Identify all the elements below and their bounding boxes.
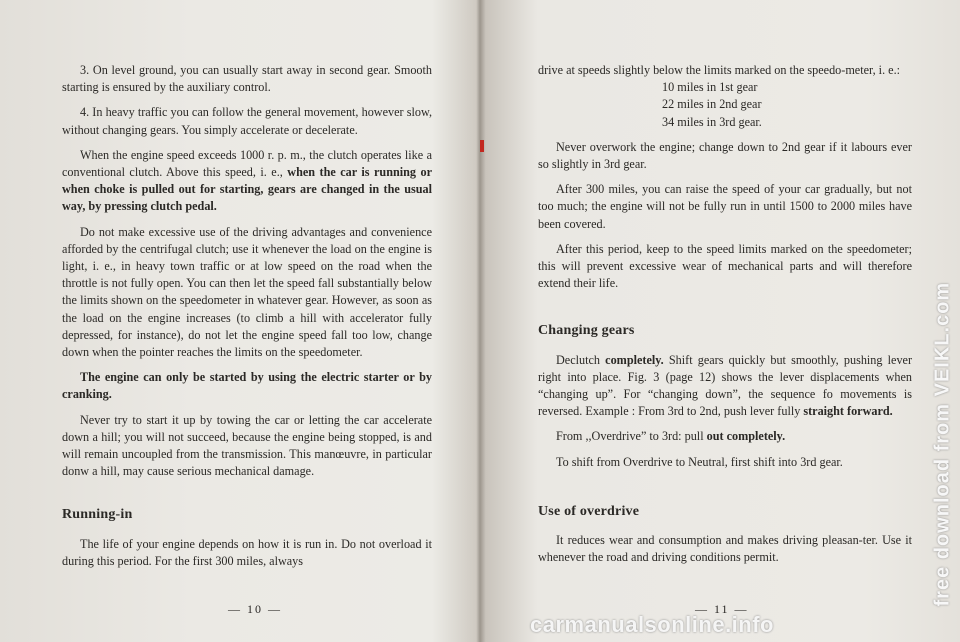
- declutch-rest-text: Shift gears quickly but smoothly, pushing lever right into place. Fig. 3 (page 12) shows the lever displacements when “changing up”. For “changing down”, the sequence fo movements is reversed. Example : From 3rd to 2nd, push lever fully: [538, 352, 913, 419]
- paragraph-speed-limits: drive at speeds slightly below the limits marked on the speedo-meter, i. e.:: [538, 63, 901, 77]
- paragraph-overdrive-to-3rd: [538, 428, 912, 445]
- clutch-bold-text: when the car is running or when choke is pulled out for starting, gears are changed in the usual way, by pressing clutch pedal.: [62, 165, 433, 214]
- paragraph-running-in: The life of your engine depends on how it is run in. Do not overload it during this period. For the first 300 miles, always: [62, 536, 432, 568]
- paragraph-heavy-traffic: 4. In heavy traffic you can follow the general movement, however slow, without changing gears. You simply accelerate or decelerate.: [62, 105, 432, 137]
- paragraph-towing: Never try to start it up by towing the car or letting the car accelerate down a hill; you will not succeed, because the engine being stopped, is and will remain uncoupled from the transmission. This manœuvre, in particular donw a hill, may cause serious mechanical damage.: [62, 412, 432, 479]
- paragraph-300-miles: After 300 miles, you can raise the speed of your car gradually, but not too much; the engine will not be fully run in until 1500 to 2000 miles have been covered.: [538, 182, 912, 231]
- straight-forward-bold-text: straight forward.: [803, 404, 893, 419]
- right-page: [480, 0, 960, 642]
- overdrive-bold-text: out completely.: [706, 429, 786, 444]
- changing-gears-heading: Changing gears: [538, 323, 635, 339]
- speed-item: 22 miles in 2nd gear: [662, 97, 762, 112]
- paragraph-declutch: [538, 352, 912, 421]
- paragraph-overwork: Never overwork the engine; change down to 2nd gear if it labours ever so slightly in 3rd gear.: [538, 139, 912, 172]
- paragraph-excessive-use: Do not make excessive use of the driving advantages and convenience afforded by the centrifugal clutch; use it whenever the load on the engine is light, i. e., in heavy town traffic or at low speed on the road when the throttle is not fully open. You can then let the speed fall substantially below the limits shown on the speedometer in whatever gear. However, as soon as the load on the engine increases (to climb a hill with accelerator fully depressed, for instance), do not let the engine speed fall too low, change down when the pointer reaches the limits on the speedometer.: [62, 224, 432, 360]
- declutch-bold-text: completely.: [605, 352, 664, 367]
- bottom-watermark: carmanualsonline.info: [530, 612, 774, 637]
- speed-item: 10 miles in 1st gear: [662, 80, 758, 95]
- page-number-left: — 10 —: [228, 602, 282, 616]
- speed-item: 34 miles in 3rd gear.: [662, 114, 762, 129]
- paragraph-overdrive-use: It reduces wear and consumption and makes driving pleasan-ter. Use it whenever the road and driving conditions permit.: [538, 533, 912, 565]
- running-in-heading: Running-in: [62, 507, 133, 523]
- paragraph-level-ground: 3. On level ground, you can usually start away in second gear. Smooth starting is ensured by the auxiliary control.: [62, 63, 432, 95]
- overdrive-text: From ,,Overdrive” to 3rd: pull: [556, 429, 704, 444]
- right-text-column: [538, 62, 912, 566]
- side-watermark: [928, 80, 956, 607]
- clutch-text: When the engine speed exceeds 1000 r. p. m., the clutch operates like a conventional clutch. Above this speed, i. e.,: [62, 147, 432, 180]
- side-watermark-text: free download from VEIKL.com: [931, 281, 954, 607]
- speed-list: [662, 79, 912, 131]
- use-of-overdrive-heading: Use of overdrive: [538, 503, 640, 519]
- starter-bold-text: The engine can only be started by using the electric starter or by cranking.: [62, 370, 432, 402]
- left-text-column: [62, 62, 432, 570]
- paragraph-starter-bold: [62, 369, 432, 403]
- page-number-right: — 11 —: [695, 602, 749, 616]
- paragraph-clutch: [62, 147, 432, 216]
- declutch-text: Declutch: [556, 352, 600, 367]
- paragraph-after-period: After this period, keep to the speed limits marked on the speedometer; this will prevent excessive wear of mechanical parts and will therefore extend their life.: [538, 241, 912, 291]
- paragraph-neutral: To shift from Overdrive to Neutral, first shift into 3rd gear.: [556, 454, 843, 469]
